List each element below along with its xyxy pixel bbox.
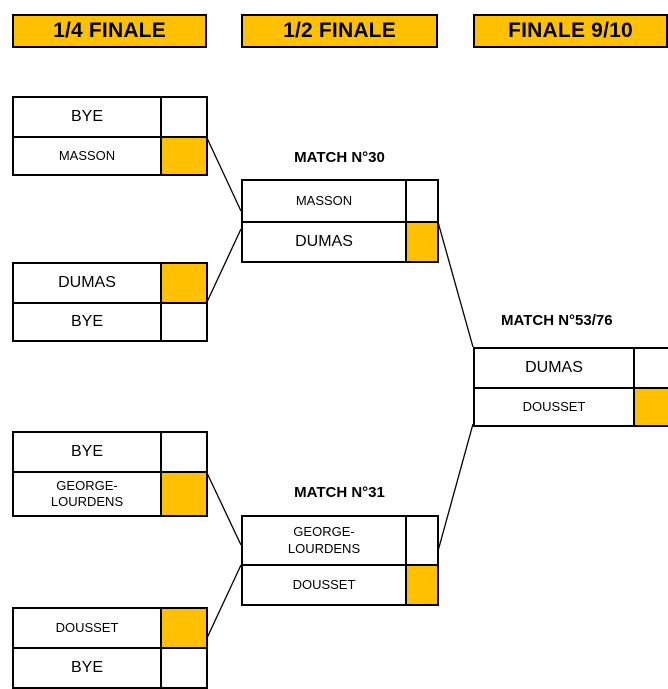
connector-sf2-final [438,424,473,551]
participant-row [12,607,208,649]
header-quarter-finals-label: 1/4 FINALE [53,19,166,42]
connector-qf3-sf2 [207,473,241,545]
participant-name: DUMAS [473,347,635,389]
participant-row [12,136,208,176]
score-cell [160,607,208,649]
participant-name: BYE [12,96,162,138]
participant-row [473,347,668,389]
participant-row [473,387,668,427]
final-match [473,347,668,427]
participant-name: MASSON [241,179,407,223]
participant-name: DUMAS [241,221,407,263]
connector-qf1-sf1 [207,138,241,211]
participant-row [12,647,208,689]
quarter-final-match-2 [12,262,208,342]
participant-name: BYE [12,647,162,689]
match-label: MATCH N°30 [294,149,385,166]
match-label: MATCH N°31 [294,484,385,501]
score-cell [405,515,439,566]
participant-name: GEORGE-LOURDENS [12,471,162,517]
score-cell [405,179,439,223]
connector-qf4-sf2 [207,565,241,638]
participant-name: BYE [12,431,162,473]
score-cell [160,471,208,517]
score-cell [160,262,208,304]
participant-row [12,262,208,304]
participant-name: MASSON [12,136,162,176]
header-semi-finals-label: 1/2 FINALE [283,19,396,42]
score-cell [633,347,668,389]
participant-row [241,515,439,566]
score-cell [405,564,439,606]
participant-row [241,564,439,606]
participant-name: DOUSSET [12,607,162,649]
participant-name: GEORGE-LOURDENS [241,515,407,566]
quarter-final-match-3 [12,431,208,517]
participant-name: BYE [12,302,162,342]
participant-row [12,96,208,138]
participant-name: DOUSSET [473,387,635,427]
score-cell [160,136,208,176]
participant-row [12,302,208,342]
participant-row [241,179,439,223]
connector-sf1-final [438,222,473,347]
score-cell [160,302,208,342]
participant-row [12,431,208,473]
semi-final-match-1 [241,179,439,263]
header-final-label: FINALE 9/10 [508,19,633,42]
semi-final-match-2 [241,515,439,606]
participant-name: DUMAS [12,262,162,304]
score-cell [160,431,208,473]
connector-qf2-sf1 [207,229,241,302]
participant-name: DOUSSET [241,564,407,606]
participant-row [241,221,439,263]
quarter-final-match-1 [12,96,208,176]
participant-row [12,471,208,517]
score-cell [405,221,439,263]
quarter-final-match-4 [12,607,208,689]
score-cell [160,96,208,138]
score-cell [160,647,208,689]
match-label: MATCH N°53/76 [501,312,613,329]
score-cell [633,387,668,427]
